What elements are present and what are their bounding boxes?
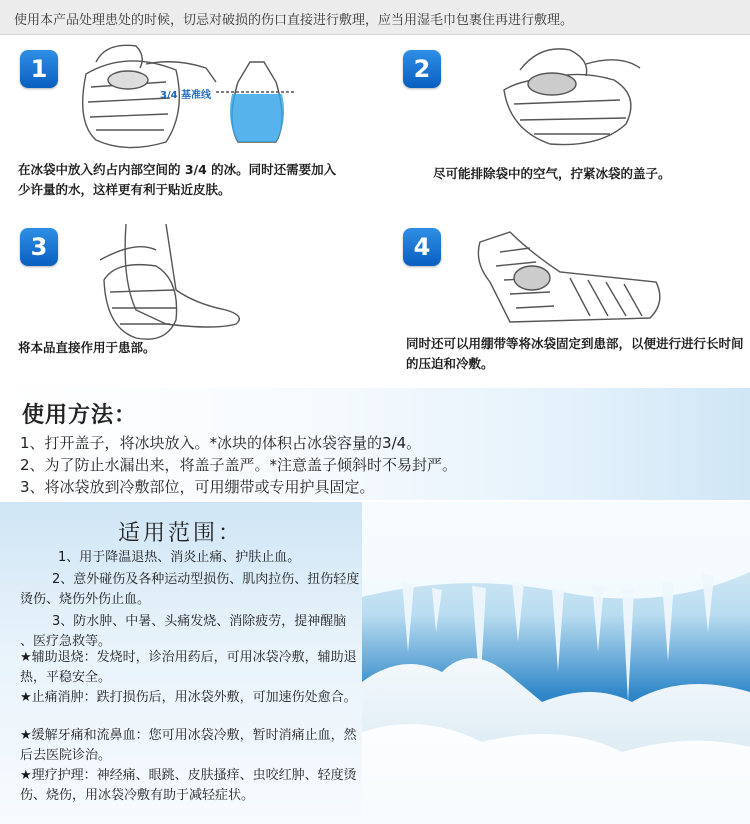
step-1-badge: 1	[20, 50, 58, 88]
scope-item-3: 3、防水肿、中暑、头痛发烧、消除疲劳，提神醒脑 、医疗急救等。	[20, 614, 347, 649]
step-2-text: 尽可能排除袋中的空气，拧紧冰袋的盖子。	[433, 166, 671, 181]
glacier-ice-cave-image	[362, 502, 750, 824]
step-2-badge: 2	[403, 50, 441, 88]
ice-bag-on-foot-illustration	[96, 220, 256, 350]
usage-line-3: 3、将冰袋放到冷敷部位，可用绷带或专用护具固定。	[20, 478, 375, 496]
three-quarter-mark-label: 3/4 基准线	[160, 90, 212, 101]
step-3-badge: 3	[20, 228, 58, 266]
ice-bag-cap-twisting-illustration	[490, 40, 650, 150]
top-notice-text: 使用本产品处理患处的时候，切忌对破损的伤口直接进行敷理，应当用湿毛巾包裹住再进行敷理。	[14, 13, 574, 28]
foot-bandaged-ice-bag-illustration	[470, 222, 670, 332]
scope-item-5: ★止痛消肿：跌打损伤后，用冰袋外敷，可加速伤处愈合。	[20, 690, 357, 705]
usage-line-2: 2、为了防止水漏出来，将盖子盖严。*注意盖子倾斜时不易封严。	[20, 456, 458, 474]
scope-item-6: ★缓解牙痛和流鼻血：您可用冰袋冷敷，暂时消痛止血，然后去医院诊治。	[20, 728, 357, 763]
scope-item-2: 2、意外碰伤及各种运动型损伤、肌肉拉伤、扭伤轻度烫伤、烧伤外伤止血。	[20, 572, 360, 607]
usage-title: 使用方法：	[22, 403, 138, 428]
scope-item-4: ★辅助退烧：发烧时，诊治用药后，可用冰袋冷敷，辅助退热，平稳安全。	[20, 650, 357, 685]
usage-section	[0, 388, 750, 500]
step-4-text: 同时还可以用绷带等将冰袋固定到患部，以便进行进行长时间的压迫和冷敷。	[406, 336, 744, 371]
step-4-badge: 4	[403, 228, 441, 266]
step-1-text: 在冰袋中放入约占内部空间的 3/4 的冰。同时还需要加入少许量的水，这样更有利于贴近皮肤。	[18, 162, 337, 197]
scope-item-7: ★理疗护理：神经痛、眼跳、皮肤搔痒、虫咬红肿、轻度烫伤、烧伤，用冰袋冷敷有助于减轻症状。	[20, 768, 357, 803]
scope-title: 适用范围：	[118, 521, 244, 546]
step-3-text: 将本品直接作用于患部。	[18, 340, 156, 355]
usage-line-1: 1、打开盖子，将冰块放入。*冰块的体积占冰袋容量的3/4。	[20, 434, 422, 452]
scope-item-1: 1、用于降温退热、消炎止痛、护肤止血。	[58, 550, 301, 565]
top-notice-bar	[0, 0, 750, 35]
